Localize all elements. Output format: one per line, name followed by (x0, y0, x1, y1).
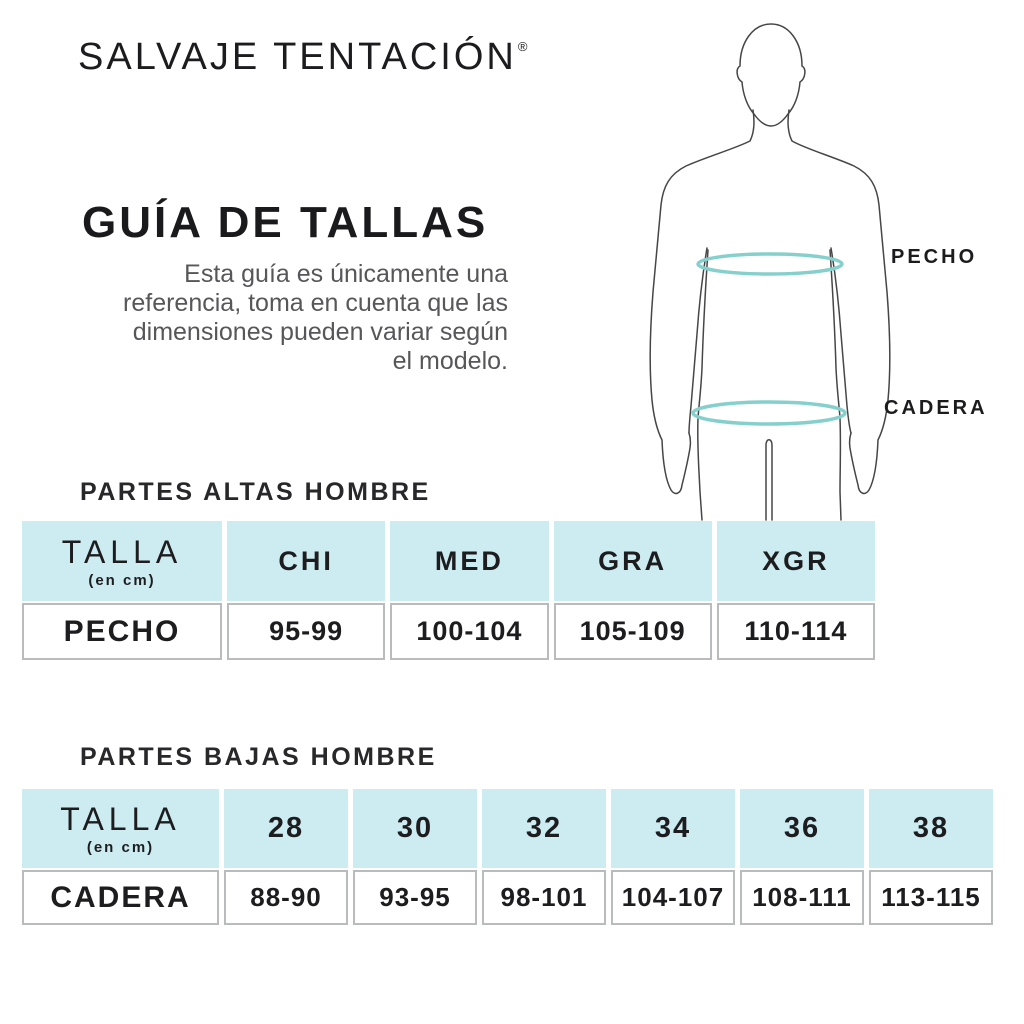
value-cell: 93-95 (353, 870, 477, 925)
description-line: el modelo. (392, 347, 508, 375)
brand-name: SALVAJE TENTACIÓN (78, 36, 517, 78)
description-line: dimensiones pueden variar según (132, 318, 508, 346)
value-cell: 105-109 (554, 603, 712, 660)
section-heading-bottoms: PARTES BAJAS HOMBRE (80, 743, 437, 771)
size-header-cell (22, 789, 219, 868)
value-cell: 98-101 (482, 870, 606, 925)
size-cell: 38 (869, 789, 993, 868)
size-header-cell (22, 521, 222, 601)
size-cell: CHI (227, 521, 385, 601)
value-cell: 104-107 (611, 870, 735, 925)
value-cell: 95-99 (227, 603, 385, 660)
size-unit-label: (en cm) (86, 839, 155, 856)
table-column (22, 789, 219, 925)
table-column (224, 789, 348, 925)
size-header-label: TALLA (61, 533, 183, 570)
table-column (227, 521, 385, 660)
table-column (611, 789, 735, 925)
table-column (390, 521, 548, 660)
page-title: GUÍA DE TALLAS (82, 198, 489, 247)
table-column (482, 789, 606, 925)
registered-trademark: ® (517, 39, 528, 54)
size-cell: 32 (482, 789, 606, 868)
section-heading-tops: PARTES ALTAS HOMBRE (80, 478, 431, 506)
size-unit-label: (en cm) (88, 571, 156, 589)
table-column (869, 789, 993, 925)
table-column (554, 521, 712, 660)
size-cell: 34 (611, 789, 735, 868)
value-cell: 113-115 (869, 870, 993, 925)
size-table-bottoms (22, 789, 993, 925)
table-column (740, 789, 864, 925)
size-cell: 30 (353, 789, 477, 868)
size-cell: GRA (554, 521, 712, 601)
value-cell: 100-104 (390, 603, 548, 660)
hip-measure-line (693, 402, 845, 424)
value-cell: 108-111 (740, 870, 864, 925)
table-column (22, 521, 222, 660)
size-cell: 36 (740, 789, 864, 868)
size-cell: 28 (224, 789, 348, 868)
chest-label: PECHO (891, 246, 978, 268)
table-column (717, 521, 875, 660)
description-line: Esta guía es únicamente una (184, 260, 508, 288)
table-column (353, 789, 477, 925)
brand-logo (78, 36, 527, 79)
chest-measure-line (698, 254, 842, 274)
hip-label: CADERA (884, 397, 988, 419)
size-cell: XGR (717, 521, 875, 601)
value-cell: 88-90 (224, 870, 348, 925)
size-cell: MED (390, 521, 548, 601)
guide-description (56, 260, 508, 376)
size-header-label: TALLA (60, 801, 181, 837)
value-cell: 110-114 (717, 603, 875, 660)
size-table-tops (22, 521, 875, 660)
description-line: referencia, toma en cuenta que las (123, 289, 508, 317)
row-label-cell: CADERA (22, 870, 219, 925)
row-label-cell: PECHO (22, 603, 222, 660)
